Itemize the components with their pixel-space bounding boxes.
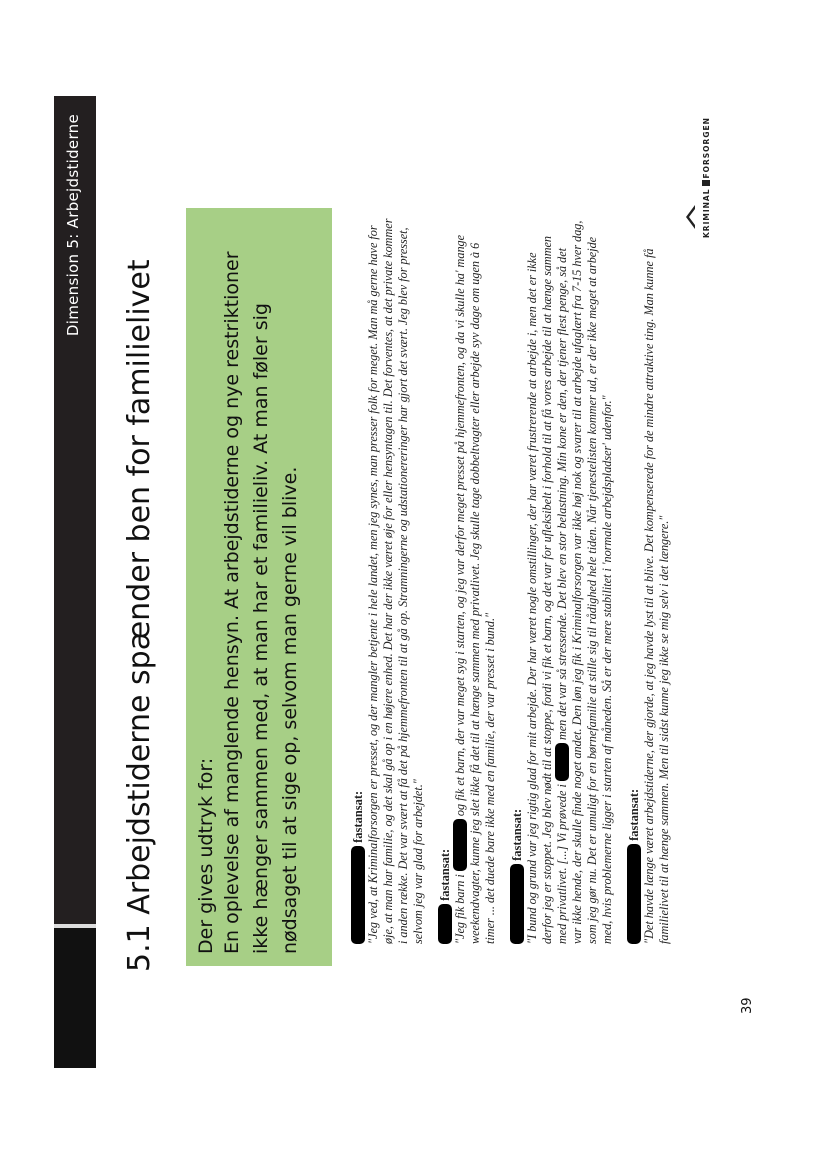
quote-block <box>626 184 672 944</box>
kriminalforsorgen-logo <box>686 117 726 238</box>
quote-block <box>350 184 426 944</box>
summary-line: En oplevelse af manglende hensyn. At arbejdstiderne og nye restriktioner <box>221 251 243 954</box>
speaker-suffix: fastansat: <box>438 848 452 901</box>
quote-line: familielivet til at hænge sammen. Men til sidst kunne jeg ikke se mig selv i det længere." <box>657 515 671 944</box>
logo-text-right: FORSORGEN <box>702 117 711 179</box>
dimension-label: Dimension 5: Arbejdstiderne <box>64 114 82 337</box>
quote-text: med privatlivet. [...] Vi prøvede i <box>555 784 569 944</box>
redaction-mark <box>555 743 569 781</box>
redaction-mark <box>351 846 365 944</box>
quote-line: som jeg gør nu. Det er umuligt for en børnefamilie at stille sig til rådighed hele tiden. Når tjenestelisten kommer ud, er der ikke meget at arbejde <box>585 236 599 944</box>
summary-box <box>186 208 332 966</box>
quotes-section <box>350 184 683 944</box>
quote-line: weekendvagter, kunne jeg slet ikke få det til at hænge sammen med privatlivet. Jeg skulle tage dobbeltvagter eller arbejde syv dage om ugen à 6 <box>468 242 482 944</box>
speaker-suffix: fastansat: <box>351 790 365 843</box>
logo-arrow-icon <box>686 202 700 232</box>
speaker-line <box>350 184 366 944</box>
quote-block <box>509 184 615 944</box>
header-bar <box>54 96 96 1068</box>
quote-line: med, hvis problemerne ligger i starten af måneden. Så er der mere stabilitet i 'normale arbejdspladser' udenfor." <box>600 395 614 944</box>
header-divider <box>54 924 96 928</box>
quote-text: "Jeg fik barn i <box>453 874 467 944</box>
speaker-line <box>626 184 642 944</box>
quote-line: selvom jeg var glad for arbejdet." <box>411 779 425 944</box>
quote-line: øje, at man har familie, og det skal gå op i en højere enhed. Det har der ikke været øje for eller hensyntagen til. Det forventes, at det private kommer <box>381 218 395 944</box>
speaker-suffix: fastansat: <box>510 808 524 861</box>
speaker-line <box>437 184 453 944</box>
speaker-suffix: fastansat: <box>627 788 641 841</box>
quote-line: var ikke hende, der skulle finde noget andet. Den løn jeg fik i Kriminalforsorgen var ikke høj nok og svarer til at arbejde ufaglært fra 7-15 hver dag, <box>570 220 584 944</box>
logo-text-left: KRIMINAL <box>702 188 711 238</box>
quote-line: timer ... det duede bare ikke med en familie, der var presset i bund." <box>483 612 497 944</box>
redaction-mark <box>453 819 467 871</box>
speaker-line <box>509 184 525 944</box>
redaction-mark <box>438 904 452 944</box>
quote-line: "I bund og grund var jeg rigtig glad for mit arbejde. Der har været nogle omstillinger, der har været frustrerende at arbejde i, men det er ikke <box>525 252 539 944</box>
quote-block <box>437 184 498 944</box>
quote-line: "Jeg ved, at Kriminalforsorgen er presset, og der mangler betjente i hele landet, men jeg synes, man presser folk for meget. Man må gerne have for <box>366 225 380 944</box>
quote-line <box>555 184 570 944</box>
scanned-page <box>54 96 782 1068</box>
summary-line: nødsaget til at sige op, selvom man gerne vil blive. <box>279 466 301 954</box>
logo-mark-icon <box>702 181 710 187</box>
quote-text: men det var så stressende. Det blev en stor belastning. Min kone er den, der tjener flest penge, så det <box>555 248 569 741</box>
rotated-slide <box>54 96 782 1068</box>
page-number: 39 <box>740 997 755 1014</box>
quote-line <box>453 184 468 944</box>
page-title: 5.1 Arbejdstiderne spænder ben for familielivet <box>122 259 157 972</box>
header-accent <box>54 928 96 1068</box>
quote-text: og fik et barn, der var meget syg i starten, og jeg var derfor meget presset på hjemmefronten, og da vi skulle ha' mange <box>453 234 467 817</box>
logo-wordmark <box>702 117 711 238</box>
quote-line: derfor jeg er stoppet. Jeg blev nødt til at stoppe, fordi vi fik et barn, og det var for ufleksibelt i forhold til at få vores arbejde til at hænge sammen <box>540 235 554 944</box>
quote-line: "Det havde længe været arbejdstiderne, der gjorde, at jeg havde lyst til at blive. Det kompenserede for de mindre attraktive ting. Man kunne få <box>642 248 656 944</box>
redaction-mark <box>627 844 641 944</box>
quote-line: i anden række. Det var svært at få det på hjemmefronten til at gå op. Stramningerne og udstationereringer har gjort det svært. Jeg blev for presset, <box>396 227 410 944</box>
summary-line: ikke hænger sammen med, at man har et familieliv. At man føler sig <box>250 303 272 954</box>
redaction-mark <box>510 864 524 944</box>
summary-heading: Der gives udtryk for: <box>195 757 217 954</box>
